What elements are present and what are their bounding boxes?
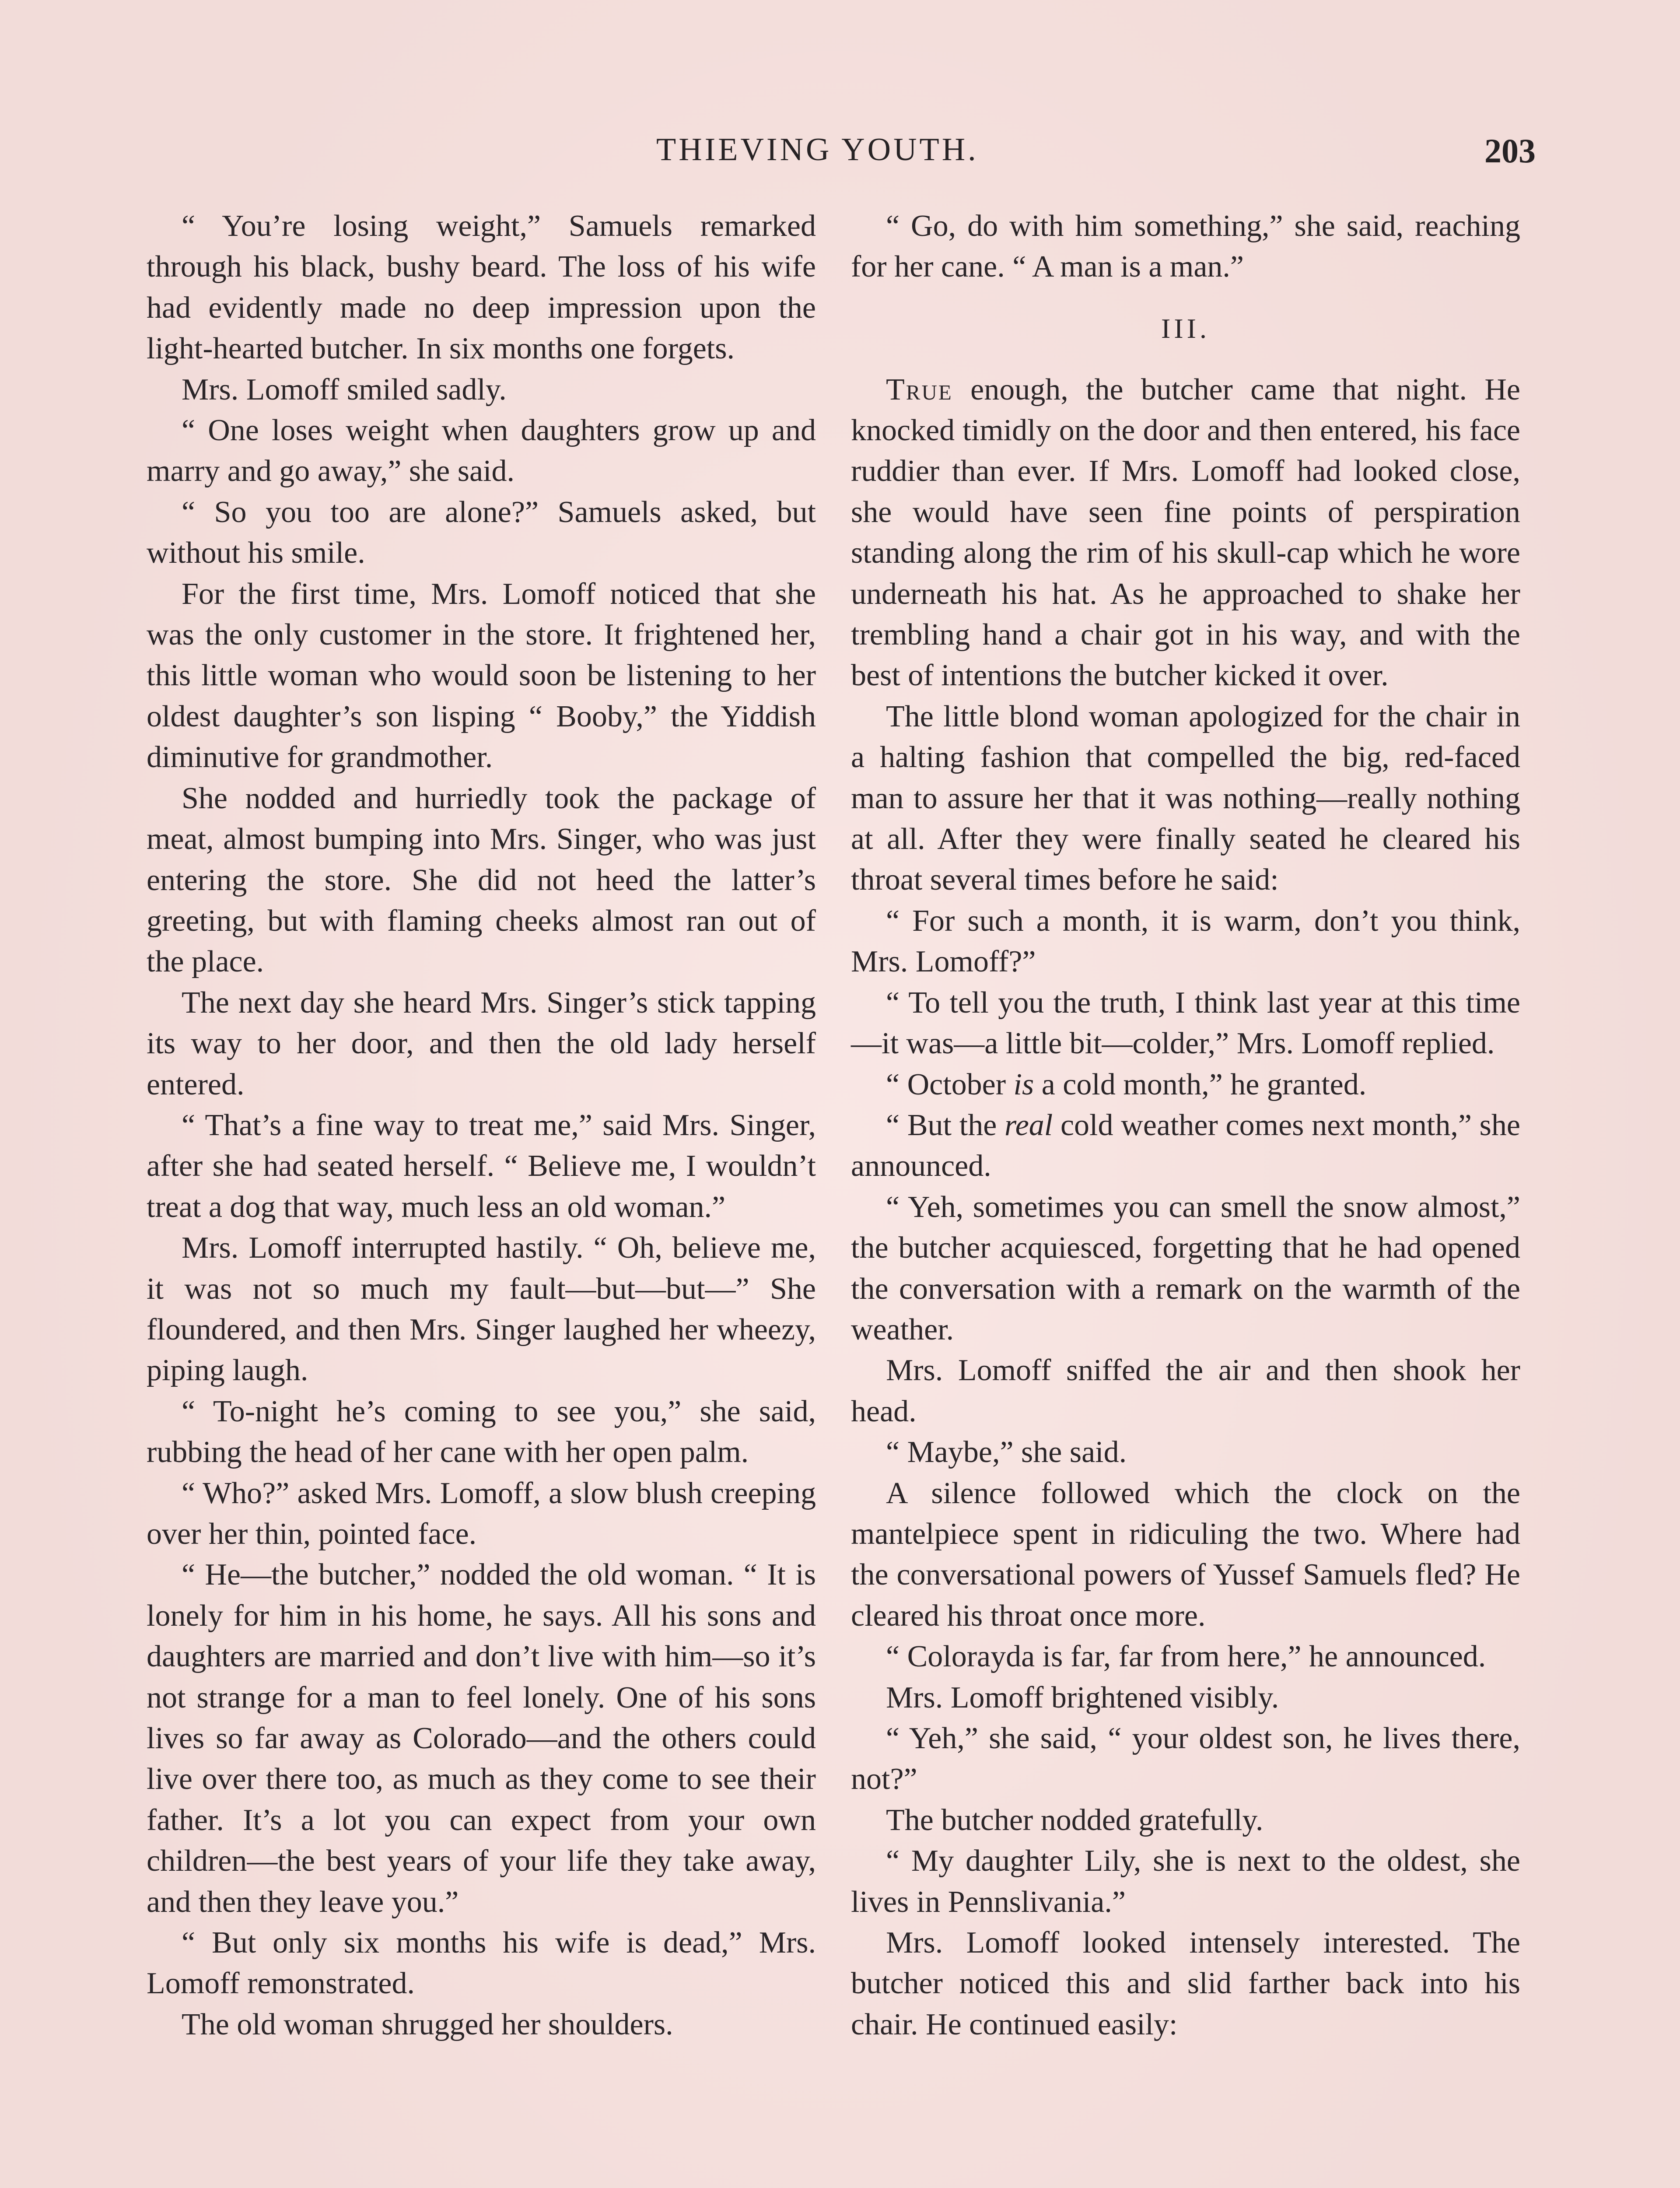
paragraph: “ He—the butcher,” nodded the old woman. “ It is lonely for him in his home, he says. All his sons and daughters are married and don’t live with him—so it’s not strange for a man to feel lonely. One of his sons lives so far away as Colorado—and the others could live over there too, as much as they come to see their father. It’s a lot you can expect from your own children—the best years of your life they take away, and then they leave you.” bbox=[147, 1558, 816, 1919]
paragraph: Mrs. Lomoff brightened visibly. bbox=[886, 1680, 1279, 1715]
left-text-column bbox=[147, 206, 816, 2045]
paragraph: “ Maybe,” she said. bbox=[886, 1435, 1127, 1469]
paragraph: “ Yeh,” she said, “ your oldest son, he lives there, not?” bbox=[851, 1722, 1520, 1796]
emphasis-text: is bbox=[1013, 1067, 1034, 1101]
paragraph: A silence followed which the clock on the mantelpiece spent in ridiculing the two. Where had the conversational powers of Yussef Samuels fled? He cleared his throat once more. bbox=[851, 1476, 1520, 1633]
paragraph: “ My daughter Lily, she is next to the oldest, she lives in Pennslivania.” bbox=[851, 1844, 1520, 1919]
paragraph: The next day she heard Mrs. Singer’s stick tapping its way to her door, and then the old lady herself entered. bbox=[147, 985, 816, 1101]
paragraph: “ To tell you the truth, I think last year at this time—it was—a little bit—colder,” Mrs. Lomoff replied. bbox=[851, 985, 1520, 1061]
paragraph bbox=[851, 1105, 1520, 1187]
paragraph: “ Who?” asked Mrs. Lomoff, a slow blush creeping over her thin, pointed face. bbox=[147, 1476, 816, 1551]
running-head-title: THIEVING YOUTH. bbox=[656, 132, 979, 168]
paragraph: The little blond woman apologized for the chair in a halting fashion that compelled the big, red-faced man to assure her that it was nothing—really nothing at all. After they were finally seated he cleared his throat several times before he said: bbox=[851, 699, 1520, 897]
paragraph-text: a cold month,” he granted. bbox=[1034, 1067, 1367, 1101]
paragraph: Mrs. Lomoff interrupted hastily. “ Oh, believe me, it was not so much my fault—but—but—” She floundered, and then Mrs. Singer laughed her wheezy, piping laugh. bbox=[147, 1231, 816, 1388]
paragraph: “ You’re losing weight,” Samuels remarked through his black, bushy beard. The loss of his wife had evidently made no deep impression upon the light-hearted butcher. In six months one forgets. bbox=[147, 209, 816, 366]
paragraph-text: cold weather comes next month,” she announced. bbox=[851, 1108, 1520, 1183]
paragraph: Mrs. Lomoff sniffed the air and then shook her head. bbox=[851, 1353, 1520, 1428]
paragraph: “ That’s a fine way to treat me,” said Mrs. Singer, after she had seated herself. “ Believe me, I wouldn’t treat a dog that way, much less an old woman.” bbox=[147, 1108, 816, 1224]
right-text-column bbox=[851, 206, 1520, 2045]
emphasis-text: real bbox=[1004, 1108, 1053, 1142]
paragraph: “ To-night he’s coming to see you,” she said, rubbing the head of her cane with her open palm. bbox=[147, 1394, 816, 1469]
lead-in-small-caps: True bbox=[886, 372, 953, 407]
paragraph: For the first time, Mrs. Lomoff noticed that she was the only customer in the store. It frightened her, this little woman who would soon be listening to her oldest daughter’s son lisping “ Booby,” the Yiddish diminutive for grandmother. bbox=[147, 577, 816, 775]
paragraph: “ Yeh, sometimes you can smell the snow almost,” the butcher acquiesced, forgetting that he had opened the conversation with a remark on the warmth of the weather. bbox=[851, 1190, 1520, 1346]
paragraph-text: enough, the butcher came that night. He knocked timidly on the door and then entered, his face ruddier than ever. If Mrs. Lomoff had looked close, she would have seen fine points of perspiration standing along the rim of his skull-cap which he wore underneath his hat. As he approached to shake her trembling hand a chair got in his way, and with the best of intentions the butcher kicked it over. bbox=[851, 372, 1520, 693]
paragraph: “ One loses weight when daughters grow up and marry and go away,” she said. bbox=[147, 414, 816, 488]
paragraph: “ For such a month, it is warm, don’t you think, Mrs. Lomoff?” bbox=[851, 904, 1520, 979]
paragraph-text: “ October bbox=[886, 1067, 1014, 1101]
paragraph bbox=[851, 1064, 1520, 1105]
paragraph: The butcher nodded gratefully. bbox=[886, 1803, 1264, 1837]
paragraph: Mrs. Lomoff looked intensely interested. The butcher noticed this and slid farther back into his chair. He continued easily: bbox=[851, 1926, 1520, 2041]
paragraph-text: “ But the bbox=[886, 1108, 1005, 1142]
paragraph: “ Go, do with him something,” she said, reaching for her cane. “ A man is a man.” bbox=[851, 209, 1520, 284]
paragraph: “ But only six months his wife is dead,” Mrs. Lomoff remonstrated. bbox=[147, 1926, 816, 2001]
paragraph: The old woman shrugged her shoulders. bbox=[182, 2007, 673, 2041]
paragraph: She nodded and hurriedly took the package of meat, almost bumping into Mrs. Singer, who was just entering the store. She did not heed the latter’s greeting, but with flaming cheeks almost ran out of the place. bbox=[147, 781, 816, 979]
page-number: 203 bbox=[1484, 132, 1536, 170]
section-opening-paragraph bbox=[851, 369, 1520, 696]
paragraph: “ So you too are alone?” Samuels asked, but without his smile. bbox=[147, 495, 816, 570]
paragraph: Mrs. Lomoff smiled sadly. bbox=[182, 372, 507, 407]
section-heading: III. bbox=[1161, 312, 1210, 344]
paragraph: “ Colorayda is far, far from here,” he announced. bbox=[886, 1640, 1486, 1674]
